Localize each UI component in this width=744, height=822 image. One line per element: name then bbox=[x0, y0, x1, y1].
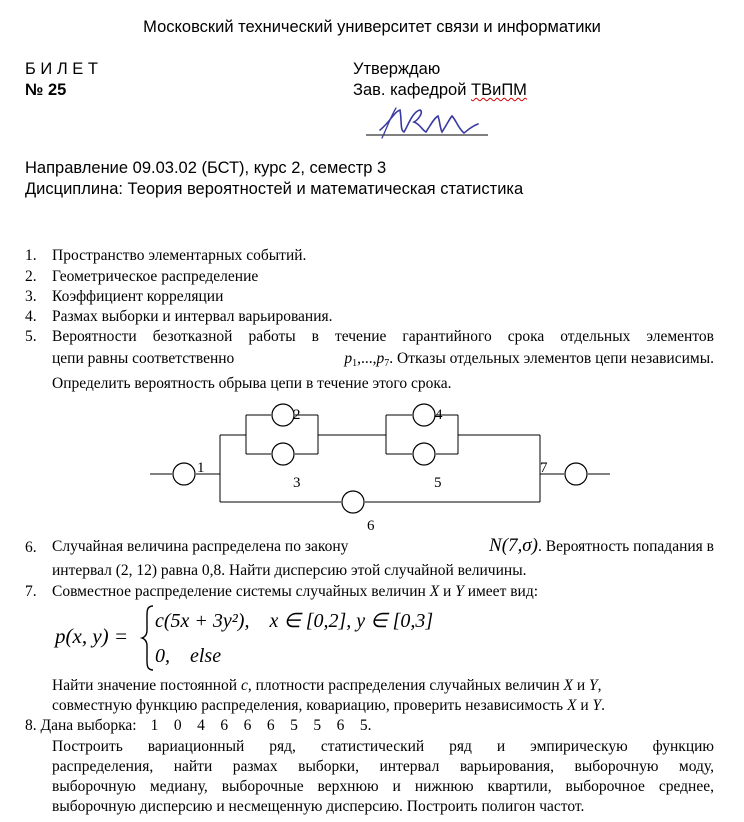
q3-text: Коэффициент корреляции bbox=[52, 288, 224, 305]
q6-line-2: интервал (2, 12) равна 0,8. Найти дисперсию этой случайной величины. bbox=[52, 562, 527, 579]
label-6: 6 bbox=[367, 518, 375, 534]
q8-line-4: выборочную дисперсию и несмещенную дисперсию. Построить полигон частот. bbox=[52, 798, 585, 815]
department-name: ТВиПМ bbox=[471, 81, 527, 99]
q7-line-1a: Совместное распределение системы случайных величин bbox=[52, 583, 430, 600]
q8-line-3: выборочную медиану, выборочные верхнюю и нижнюю квартили, выборочное среднее, bbox=[52, 778, 714, 795]
label-1: 1 bbox=[197, 460, 205, 476]
q7-line-2c: совместную функцию распределения, ковариацию, проверить независимость bbox=[52, 697, 567, 714]
element-1 bbox=[173, 463, 195, 485]
var-y: Y bbox=[455, 583, 464, 600]
q8-header bbox=[25, 716, 371, 736]
p-subscript-last: 7 bbox=[384, 358, 390, 369]
element-3 bbox=[272, 443, 294, 465]
q7-and-3: и bbox=[576, 697, 593, 714]
var-c: c bbox=[240, 677, 248, 694]
university-title: Московский технический университет связи и информатики bbox=[143, 18, 601, 36]
var-x-2: X bbox=[563, 677, 573, 694]
q6-line-1b: . Вероятность попадания в bbox=[537, 538, 714, 555]
label-7: 7 bbox=[540, 460, 548, 476]
element-5 bbox=[413, 443, 435, 465]
head-of-department bbox=[353, 80, 527, 100]
approve-label: Утверждаю bbox=[353, 60, 441, 78]
q6-line-1-tail bbox=[489, 536, 714, 557]
label-2: 2 bbox=[293, 407, 301, 423]
density-case-1: c(5x + 3y²), x ∈ [0,2], y ∈ [0,3] bbox=[155, 610, 434, 632]
var-x: X bbox=[429, 583, 440, 600]
var-x-3: X bbox=[566, 697, 577, 714]
q7-line-2b: , плотности распределения случайных величин bbox=[247, 677, 564, 694]
head-prefix: Зав. кафедрой bbox=[353, 81, 472, 99]
q5-line-3: Определить вероятность обрыва цепи в течение этого срока. bbox=[52, 375, 452, 392]
q7-line-2: Найти значение постоянной c, плотности распределения случайных величин X и Y, bbox=[52, 677, 602, 694]
circuit-diagram bbox=[140, 402, 610, 537]
element-2 bbox=[272, 404, 294, 426]
ticket-label: Б И Л Е Т bbox=[25, 60, 98, 78]
q6-line-1a: Случайная величина распределена по закону bbox=[52, 538, 349, 555]
label-3: 3 bbox=[293, 475, 301, 491]
q5-line-2a: цепи равны соответственно bbox=[52, 350, 235, 367]
q5-line-2b: . Отказы отдельных элементов цепи независимы. bbox=[389, 350, 714, 367]
q8-sample-values: 1 0 4 6 6 6 5 5 6 5. bbox=[150, 717, 372, 734]
q2-number: 2. bbox=[25, 268, 37, 285]
normal-law-formula: N(7,σ) bbox=[489, 535, 538, 556]
q5-line-1: Вероятности безотказной работы в течение гарантийного срока отдельных элементов bbox=[52, 328, 714, 345]
element-4 bbox=[413, 404, 435, 426]
ticket-number: № 25 bbox=[25, 81, 67, 99]
q6-line-1 bbox=[52, 536, 714, 557]
p-symbol-last: p bbox=[376, 350, 385, 367]
label-5: 5 bbox=[434, 475, 442, 491]
p-subscript-first: 1 bbox=[352, 358, 358, 369]
q1-number: 1. bbox=[25, 247, 37, 264]
q8-number: 8. bbox=[25, 717, 37, 734]
q8-line-1: Построить вариационный ряд, статистический ряд и эмпирическую функцию bbox=[52, 738, 714, 755]
q5-number: 5. bbox=[25, 328, 37, 345]
q5-probabilities bbox=[344, 349, 714, 374]
q3-number: 3. bbox=[25, 288, 37, 305]
var-y-3: Y bbox=[592, 697, 602, 714]
q7-line-3: совместную функцию распределения, ковариацию, проверить независимость X и Y. bbox=[52, 697, 605, 714]
p-symbol: p bbox=[344, 350, 353, 367]
q4-text: Размах выборки и интервал варьирования. bbox=[52, 308, 333, 325]
q7-number: 7. bbox=[25, 583, 37, 600]
q5-line-2 bbox=[52, 349, 714, 374]
q7-line-1b: имеет вид: bbox=[463, 583, 539, 600]
q7-line-1 bbox=[52, 582, 538, 602]
q7-and: и bbox=[439, 583, 456, 600]
var-y-2: Y bbox=[589, 677, 598, 694]
q6-number: 6. bbox=[25, 539, 37, 556]
density-formula-lhs: p(x, y) = bbox=[55, 624, 129, 648]
q8-line-2: распределения, найти размах выборки, интервал варьирования, выборочную моду, bbox=[52, 758, 714, 775]
direction-line: Направление 09.03.02 (БСТ), курс 2, семестр 3 bbox=[25, 159, 387, 177]
q4-number: 4. bbox=[25, 308, 37, 325]
density-case-2: 0, else bbox=[155, 645, 222, 667]
q8-sample-label: Дана выборка: bbox=[40, 717, 137, 734]
signature bbox=[360, 100, 510, 145]
element-7 bbox=[565, 463, 587, 485]
ellipsis: ,..., bbox=[357, 350, 377, 367]
q7-and-2: и bbox=[572, 677, 590, 694]
label-4: 4 bbox=[435, 407, 443, 423]
q2-text: Геометрическое распределение bbox=[52, 268, 259, 285]
element-6 bbox=[342, 491, 364, 513]
discipline-line: Дисциплина: Теория вероятностей и математическая статистика bbox=[25, 180, 524, 198]
q1-text: Пространство элементарных событий. bbox=[52, 247, 307, 264]
formula-brace bbox=[140, 604, 156, 672]
q7-line-2a: Найти значение постоянной bbox=[52, 677, 241, 694]
